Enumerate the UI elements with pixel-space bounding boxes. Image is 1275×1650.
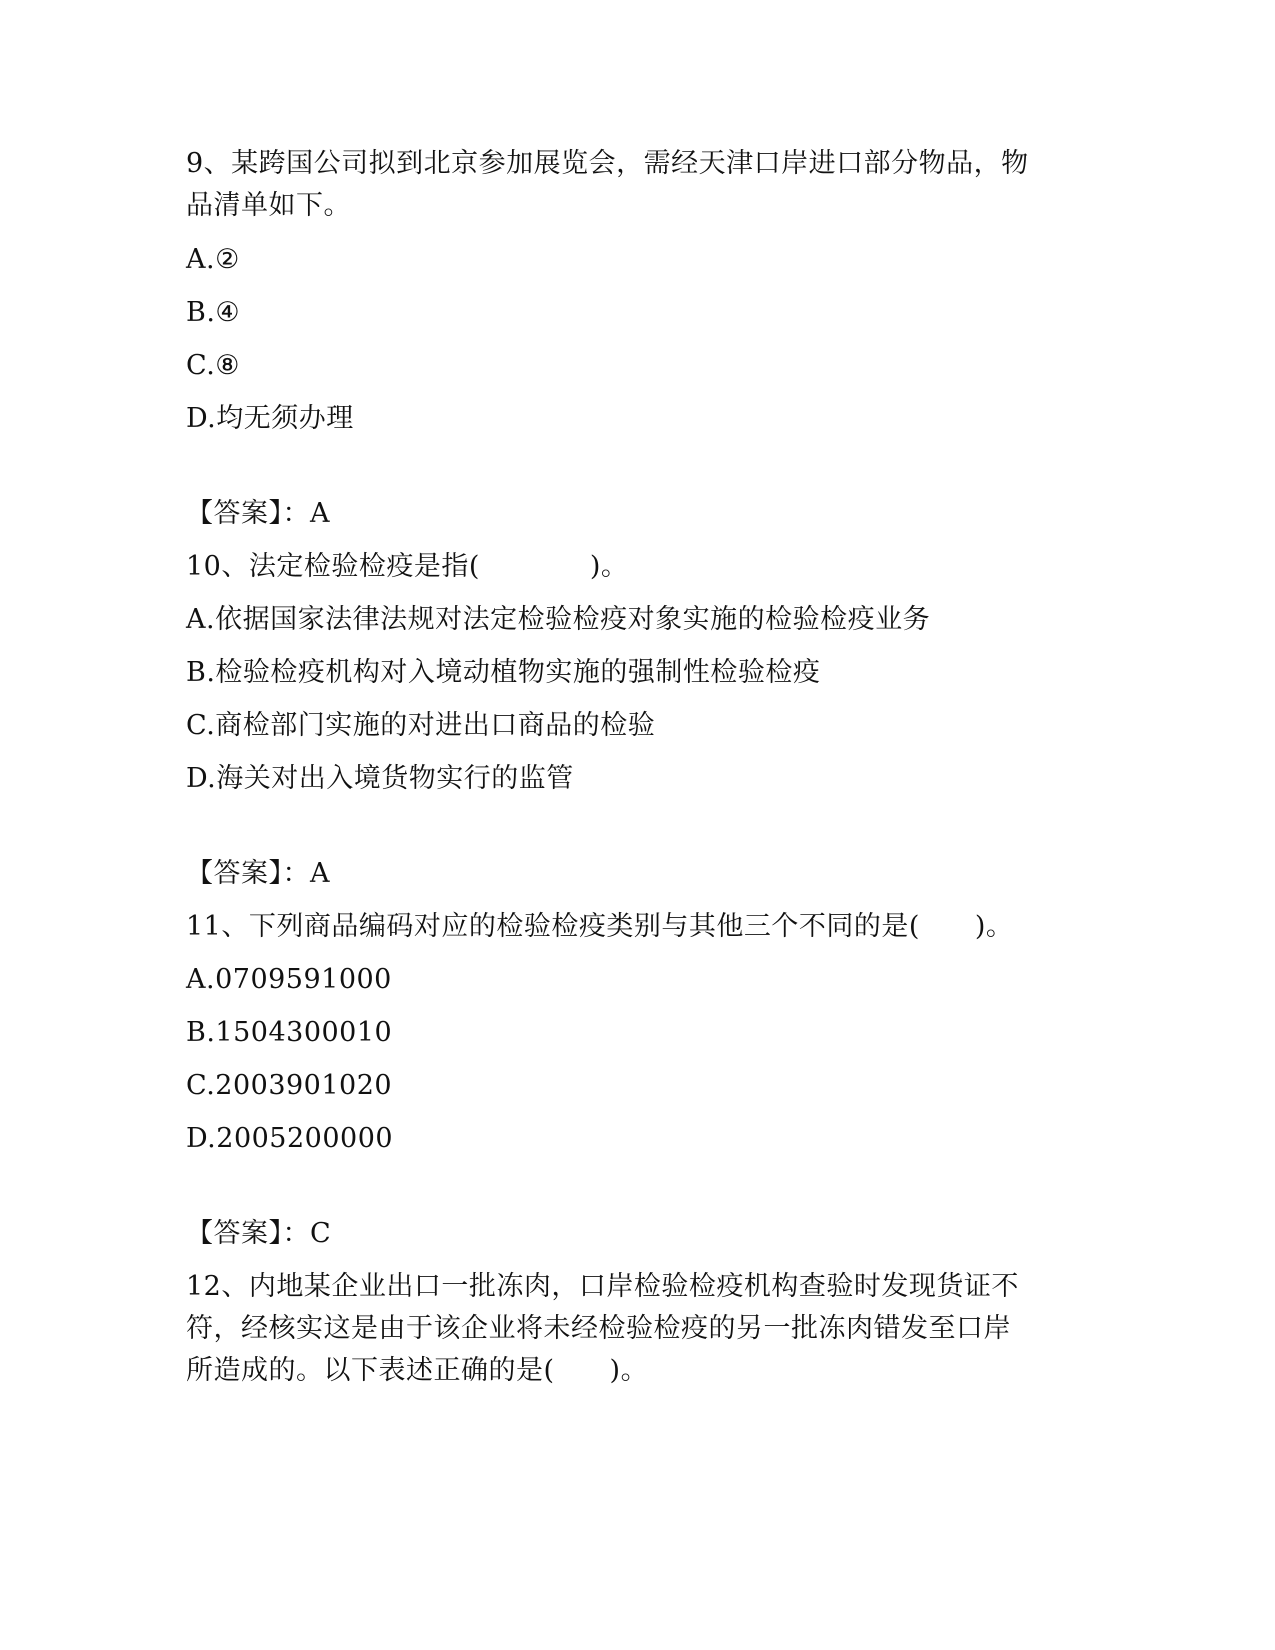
question-9-answer: 【答案】：A [186, 498, 330, 529]
question-10-option-b: B.检验检疫机构对入境动植物实施的强制性检验检疫 [186, 657, 821, 688]
question-12-stem-line3: 所造成的。以下表述正确的是( )。 [186, 1355, 649, 1386]
question-11-option-d: D.2005200000 [186, 1123, 394, 1154]
question-10-option-c: C.商检部门实施的对进出口商品的检验 [186, 710, 656, 741]
question-10-stem: 10、法定检验检疫是指( )。 [186, 551, 629, 582]
question-12-stem-line2: 符，经核实这是由于该企业将未经检验检疫的另一批冻肉错发至口岸 [186, 1313, 1011, 1344]
question-10-option-d: D.海关对出入境货物实行的监管 [186, 763, 574, 794]
question-9-option-c: C.⑧ [186, 350, 240, 381]
question-11-answer: 【答案】：C [186, 1218, 332, 1249]
question-9-option-b: B.④ [186, 297, 241, 328]
question-10-option-a: A.依据国家法律法规对法定检验检疫对象实施的检验检疫业务 [186, 604, 931, 635]
question-12-stem-line1: 12、内地某企业出口一批冻肉，口岸检验检疫机构查验时发现货证不 [186, 1271, 1019, 1302]
question-11-option-b: B.1504300010 [186, 1017, 393, 1048]
question-11-option-c: C.2003901020 [186, 1070, 393, 1101]
question-9-stem-line1: 9、某跨国公司拟到北京参加展览会，需经天津口岸进口部分物品，物 [186, 148, 1029, 179]
question-9-option-a: A.② [186, 244, 240, 275]
question-11-option-a: A.0709591000 [186, 964, 392, 995]
question-9-option-d: D.均无须办理 [186, 403, 354, 434]
question-11-stem: 11、下列商品编码对应的检验检疫类别与其他三个不同的是( )。 [186, 911, 1014, 942]
question-10-answer: 【答案】：A [186, 858, 330, 889]
question-9-stem-line2: 品清单如下。 [186, 190, 351, 221]
